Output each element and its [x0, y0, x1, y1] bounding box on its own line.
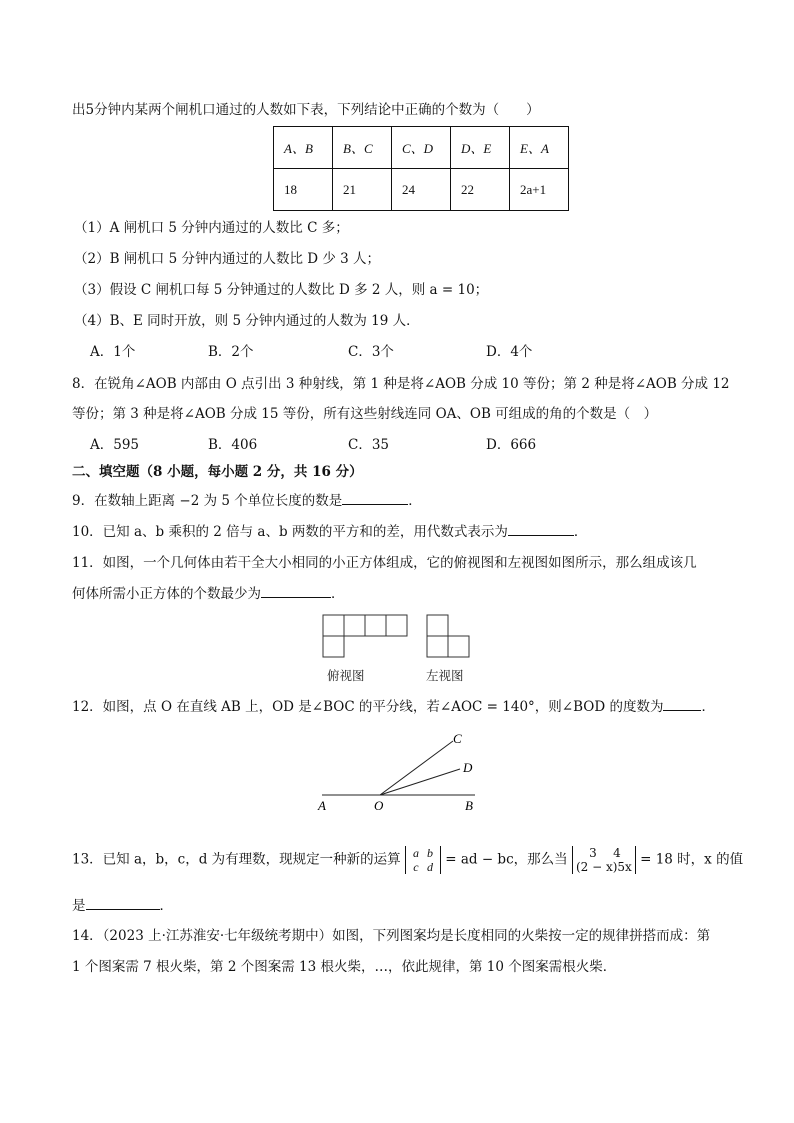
q13-mid: = ad − bc，那么当 [445, 851, 568, 868]
q7-item-2: （2）B 闸机口 5 分钟内通过的人数比 D 少 3 人； [74, 251, 381, 267]
q12-text: 12．如图，点 O 在直线 AB 上，OD 是∠BOC 的平分线，若∠AOC = 140°，则∠BOD 的度数为 [72, 699, 664, 715]
det-d: d [426, 860, 433, 874]
det-3: 3 [589, 846, 597, 860]
q10-answer-blank[interactable] [508, 521, 574, 536]
q8-option-c[interactable]: C．35 [348, 437, 390, 453]
q7-option-b[interactable]: B．2个 [208, 344, 254, 360]
q13 [72, 846, 743, 874]
q8-option-b[interactable]: B．406 [208, 437, 258, 453]
q8-line-1: 8．在锐角∠AOB 内部由 O 点引出 3 种射线，第 1 种是将∠AOB 分成 10 等份；第 2 种是将∠AOB 分成 12 [72, 376, 730, 392]
q7-item-1: （1）A 闸机口 5 分钟内通过的人数比 C 多； [74, 220, 349, 236]
q11-answer-blank[interactable] [261, 583, 331, 598]
q7-item-4: （4）B、E 同时开放，则 5 分钟内通过的人数为 19 人． [74, 313, 420, 329]
point-c-label: C [453, 731, 462, 746]
left-view-label: 左视图 [426, 668, 464, 683]
det-b: b [426, 846, 433, 860]
q12 [72, 696, 715, 717]
det-abcd [405, 846, 441, 874]
q12-angle-figure [310, 725, 510, 815]
q9-text: 9．在数轴上距离 −2 为 5 个单位长度的数是 [72, 493, 343, 509]
table-value-cell: 18 [274, 169, 333, 211]
q7-option-a[interactable]: A．1个 [90, 344, 136, 360]
q13-answer-blank[interactable] [86, 895, 160, 910]
q9-end: ． [408, 493, 422, 509]
q14-line-1: 14．（2023 上·江苏淮安·七年级统考期中）如图，下列图案均是长度相同的火柴按一定的规律拼搭而成：第 [72, 928, 711, 944]
q8-option-a[interactable]: A．595 [90, 437, 140, 453]
det-4: 4 [613, 846, 621, 860]
q14-line-2: 1 个图案需 7 根火柴，第 2 个图案需 13 根火柴，…，依此规律，第 10 个图案需根火柴． [72, 959, 617, 975]
q11-views-figure [320, 612, 480, 660]
q12-end: ． [701, 699, 715, 715]
q8-option-d[interactable]: D．666 [486, 437, 537, 453]
q11-line-2 [72, 583, 345, 604]
q9-answer-blank[interactable] [342, 490, 408, 505]
table-value-cell: 24 [392, 169, 451, 211]
table-header-cell: A、B [274, 127, 333, 169]
det-5x: 5x [617, 860, 632, 874]
table-header-cell: D、E [451, 127, 510, 169]
top-view-grid [323, 615, 407, 657]
q11-line-2-text: 何体所需小正方体的个数最少为 [72, 586, 261, 602]
left-view-grid [427, 615, 469, 657]
det-c: c [413, 860, 419, 874]
point-a-label: A [318, 798, 326, 813]
q7-stem-num: 5 [85, 102, 95, 118]
det-a: a [412, 846, 419, 860]
table-value-cell: 2a+1 [510, 169, 569, 211]
q7-option-d[interactable]: D．4个 [486, 344, 533, 360]
ray-oc [380, 741, 453, 795]
table-value-cell: 22 [451, 169, 510, 211]
q7-option-c[interactable]: C．3个 [348, 344, 394, 360]
top-view-label: 俯视图 [327, 668, 365, 683]
table-value-row [274, 169, 569, 211]
q12-answer-blank[interactable] [663, 696, 701, 711]
q7-stem-rest: 分钟内某两个闸机口通过的人数如下表，下列结论中正确的个数为（ ） [94, 102, 540, 118]
q8-line-2: 等份；第 3 种是将∠AOB 分成 15 等份，所有这些射线连同 OA、OB 可组成的角的个数是（ ） [72, 406, 658, 422]
q9 [72, 490, 422, 511]
ray-od [380, 769, 460, 795]
q13-line-2 [72, 895, 173, 916]
table-header-cell: C、D [392, 127, 451, 169]
point-d-label: D [463, 760, 473, 775]
section-heading: 二、填空题（8 小题，每小题 2 分，共 16 分） [72, 464, 363, 480]
q7-stem-prefix: 出 [72, 102, 86, 118]
q13-line-2-text: 是 [72, 898, 86, 914]
point-o-label: O [374, 798, 384, 813]
q7-item-3: （3）假设 C 闸机口每 5 分钟通过的人数比 D 多 2 人，则 a = 10； [74, 282, 489, 298]
q10-end: ． [573, 524, 588, 540]
q10-text: 10．已知 a、b 乘积的 2 倍与 a、b 两数的平方和的差，用代数式表示为 [72, 524, 508, 540]
table-header-cell: E、A [510, 127, 569, 169]
point-b-label: B [465, 798, 473, 813]
det-values [572, 846, 636, 874]
q10 [72, 521, 587, 542]
q11-line-1: 11．如图，一个几何体由若干全大小相同的小正方体组成，它的俯视图和左视图如图所示，那么组成该几 [72, 555, 697, 571]
table-value-cell: 21 [333, 169, 392, 211]
q13-prefix: 13．已知 a，b，c，d 为有理数，现规定一种新的运算 [72, 851, 401, 868]
det-2-x: (2 − x) [575, 860, 618, 874]
gate-table [273, 126, 569, 211]
q7-stem [72, 100, 540, 120]
q13-end: ． [159, 898, 173, 914]
q13-suffix: = 18 时，x 的值 [640, 851, 744, 868]
table-header-row [274, 127, 569, 169]
table-header-cell: B、C [333, 127, 392, 169]
q11-end: ． [331, 586, 345, 602]
